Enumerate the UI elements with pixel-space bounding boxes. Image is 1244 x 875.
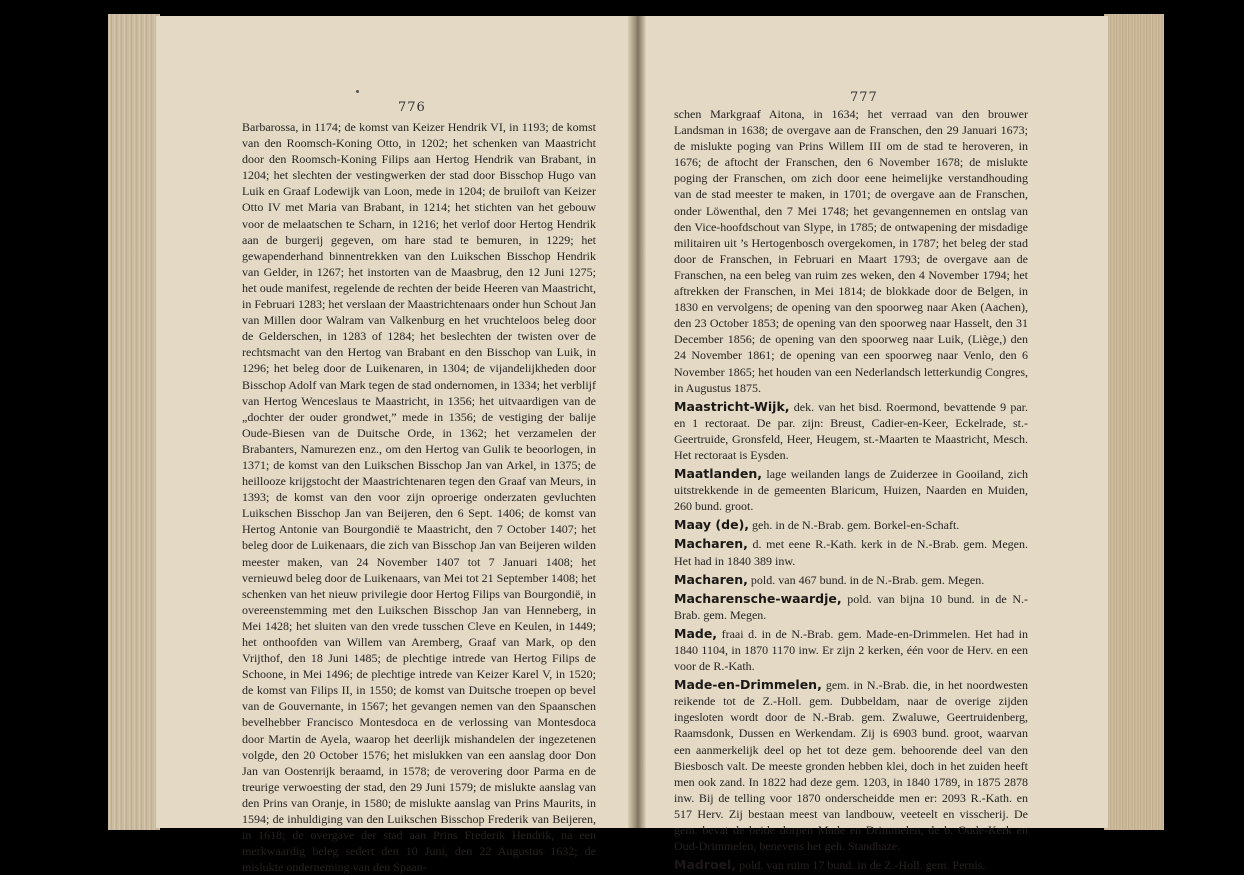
entry-madroel: Madroel, pold. van ruim 17 bund. in de Z.-Holl. gem. Pernis. (674, 857, 986, 873)
right-intro-paragraph: schen Markgraaf Aitona, in 1634; het verraad van den brouwer Landsman in 1638; de overgave aan de Franschen, den 29 Januari 1673; de mislukte poging van Prins Willem III om de stad te heroveren, in 1676; de aftocht der Franschen, den 6 November 1678; de mislukte poging der Franschen, om zich door eene heimelijke verstandhouding van de stad meester te maken, in 1701; de overgave aan de Franschen, onder Löwenthal, den 7 Mei 1748; het gevangennemen en ontslag van den Vice-hoofdschout van Slype, in 1785; de ontwapening der misdadige militairen uit ’s Hertogenbosch overgekomen, in 1787; het beleg der stad door de Franschen, in Februari en Maart 1793; de overgave aan de Franschen, na een beleg van ruim zes weken, den 4 November 1794; het aftrekken der Franschen, in Mei 1814; de blokkade door de Belgen, in 1830 en vervolgens; de opening van den spoorweg naar Aken (Aachen), den 23 October 1853; de opening van den spoorweg naar Hasselt, den 31 December 1856; de opening van den spoorweg naar Luik, (Liège,) den 24 November 1861; de opening van een spoorweg naar Venlo, den 6 November 1865; het houden van een Nederlandsch letterkundig Congres, in Augustus 1875. (674, 107, 1028, 395)
book-spine (628, 16, 646, 828)
ink-speck (356, 90, 359, 93)
left-body-paragraph: Barbarossa, in 1174; de komst van Keizer Hendrik VI, in 1193; de komst van den Roomsch-Koning Otto, in 1202; het schenken van Maastricht door den Roomsch-Koning Filips aan Hertog Hendrik van Brabant, in 1204; het slechten der vestingwerken der stad door Bisschop Hugo van Luik en Graaf Lodewijk van Loon, mede in 1204; de bruiloft van Keizer Otto IV met Maria van Brabant, in 1214; het stichten van het gebouw voor de melaatschen te Scharn, in 1216; het verlof door Hertog Hendrik aan de burgerij gegeven, om hare stad te bemuren, in 1229; het gewapenderhand binnentrekken van den Luikschen Bisschop Hendrik van Gelder, in 1267; het instorten van de Maasbrug, den 12 Juni 1275; het oude manifest, regelende de rechten der beide Heeren van Maastricht, in Februari 1283; het verslaan der Maastrichtenaars onder hun Schout Jan van Millen door Walram van Valkenburg en het vruchteloos beleg door de Gelderschen, in 1283 of 1284; het beslechten der twisten over de rechtsmacht van den Hertog van Brabant en den Bisschop van Luik, in 1296; het beleg door de Luikenaren, in 1304; de vijandelijkheden door Bisschop Adolf van Mark tegen de stad ondernomen, in 1334; het verblijf van Hertog Wenceslaus te Maastricht, in 1356; het uitvaardigen van de „dochter der ouder grondwet,” mede in 1356; de vestiging der balije Oude-Biesen van de Duitsche Orde, in 1362; het verzamelen der Brabanters, Namurezen enz., om den Hertog van Gulik te beoorlogen, in 1371; de komst van den Luikschen Bisschop Jan van Arkel, in 1375; de heillooze krijgstocht der Maastrichtenaren tegen den Graaf van Meurs, in 1393; de komst van den voor zijn oproerige onderzaten gevluchten Luikschen Bisschop Jan van Beijeren, den 6 Sept. 1406; de komst van Hertog Antonie van Bourgondië te Maastricht, den 7 October 1407; het beleg door de Luikenaars, die zich van Bisschop Jan van Beijeren wilden meester maken, van 24 November 1407 tot 7 Januari 1408; het vernieuwd beleg door de Luikenaars, van Mei tot 21 September 1408; het schenken van het nieuw privilegie door Hertog Filips van Bourgondië, in overeenstemming met den Luikschen Bisschop Jan van Henneberg, in Mei 1428; het sluiten van den vrede tusschen Cleve en Keulen, in 1449; het onthoofden van Willem van Aremberg, Graaf van Mark, op den Vrijthof, den 18 Juni 1485; de plechtige intrede van Hertog Filips de Schoone, in Mei 1496; de plechtige intrede van Keizer Karel V, in 1520; de komst van Filips II, in 1550; de komst van Duitsche troepen op bevel van de Gouvernante, in 1567; het gevangen nemen van den Spaanschen bevelhebber Francisco Montesdoca en de verlossing van Montesdoca door Martin de Ayela, waarop het deerlijk mishandelen der ingezetenen volgde, den 20 October 1576; het mislukken van een aanslag door Don Jan van Oostenrijk beraamd, in 1578; de verovering door Parma en de treurige verwoesting der stad, den 29 Juni 1579; de mislukte aanslag van den Prins van Oranje, in 1580; de mislukte aanslag van Prins Maurits, in 1594; de inhuldiging van den Luikschen Bisschop Frederik van Beijeren, in 1618; de overgave der stad aan Prins Frederik Hendrik, na een merkwaardig beleg sedert den 10 Juni, den 22 Augustus 1632; de mislukte onderneming van den Spaan- (242, 120, 596, 875)
entry-macharensche-waardje: Macharensche-waardje, pold. van bijna 10 bund. in de N.-Brab. gem. Megen. (674, 590, 1028, 622)
left-page-edges (108, 14, 160, 830)
left-page-number: 776 (398, 100, 426, 115)
entry-macharen-polder: Macharen, pold. van 467 bund. in de N.-Brab. gem. Megen. (674, 571, 985, 587)
right-page-number: 777 (850, 90, 878, 105)
entry-made-en-drimmelen: Made-en-Drimmelen, gem. in N.-Brab. die, in het noordwesten reikende tot de Z.-Holl. gem. Dubbeldam, naar de overige zijden ingesloten wordt door de N.-Brab. gem. Zwaluwe, Geertruidenberg, Raamsdonk, Dussen en Werkendam. Zij is 6903 bund. groot, waarvan een aanmerkelijk deel op het tot deze gem. behoorende deel van den Biesbosch valt. De meeste gronden hebben klei, doch in het zuiden heeft men ook zand. In 1822 had deze gem. 1203, in 1840 1789, in 1875 2878 inw. Bij de telling voor 1870 onderscheidde men er: 2093 R.-Kath. en 517 Herv. Zij bestaan meest van landbouw, veeteelt en visscherij. De gem. bevat de beide dorpen Made en Drimmelen, de b. Oude-Kerk en Oud-Drimmelen, benevens het geh. Standhaze. (674, 677, 1028, 854)
right-page-text (674, 106, 1028, 873)
entry-maay: Maay (de), geh. in de N.-Brab. gem. Borkel-en-Schaft. (674, 517, 960, 533)
entry-maatlanden: Maatlanden, lage weilanden langs de Zuiderzee in Gooiland, zich uitstrekkende in de gemeenten Blaricum, Huizen, Naarden en Muiden, 260 bund. groot. (674, 466, 1028, 514)
left-page-text (242, 119, 596, 875)
right-page-edges (1104, 14, 1164, 830)
entry-maastricht-wijk: Maastricht-Wijk, dek. van het bisd. Roermond, bevattende 9 par. en 1 rectoraat. De par. zijn: Breust, Cadier-en-Keer, Eckelrade, st.-Geertruide, Gronsfeld, Heer, Heugem, st.-Maarten te Maastricht, Mesch. Het rectoraat is Eysden. (674, 398, 1028, 462)
entry-made: Made, fraai d. in de N.-Brab. gem. Made-en-Drimmelen. Het had in 1840 1104, in 1870 1170 inw. Er zijn 2 kerken, één voor de Herv. en een voor de R.-Kath. (674, 625, 1028, 674)
entry-macharen-village: Macharen, d. met eene R.-Kath. kerk in de N.-Brab. gem. Megen. Het had in 1840 389 inw. (674, 536, 1028, 568)
